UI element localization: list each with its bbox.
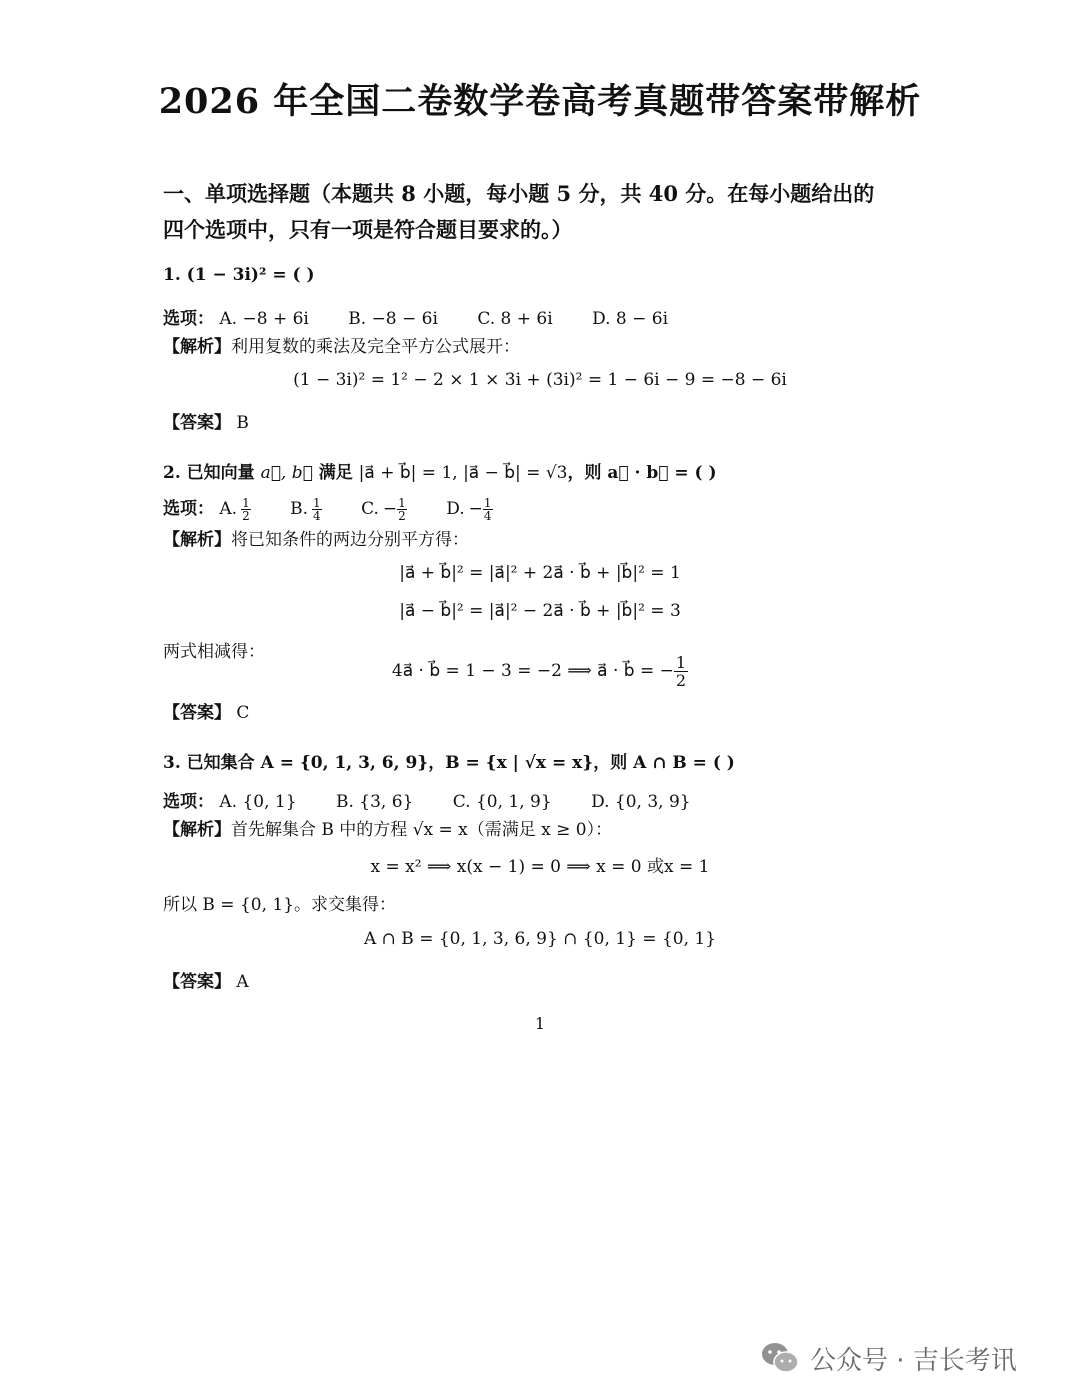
answer-label: 【答案】 xyxy=(163,703,231,723)
q2-stem-mid: 满足 xyxy=(312,463,359,483)
q2-equation-3: 4a⃗ · b⃗ = 1 − 3 = −2 ⟹ a⃗ · b⃗ = − $\frac{1}{2}$ xyxy=(391,653,687,690)
q3-option-c: C. {0, 1, 9} xyxy=(452,792,552,812)
q3-analysis xyxy=(163,815,612,840)
q2-answer xyxy=(163,698,249,723)
q1-analysis xyxy=(163,332,520,357)
q1-answer xyxy=(163,408,249,433)
q2-stem-condition: |a⃗ + b⃗| = 1, |a⃗ − b⃗| = √3 xyxy=(358,463,568,483)
q1-option-d: D. 8 − 6i xyxy=(592,309,669,329)
q3-analysis-text: 首先解集合 B 中的方程 √x = x（需满足 x ≥ 0）： xyxy=(231,820,613,840)
q2-subtract-note: 两式相减得： xyxy=(163,642,265,662)
q2-option-d: D. − $\frac{1}{4}$ xyxy=(446,496,492,523)
q2-equation-1: |a⃗ + b⃗|² = |a⃗|² + 2a⃗ · b⃗ + |b⃗|² = 1 xyxy=(399,563,681,583)
q3-so-note: 所以 B = {0, 1}。求交集得： xyxy=(163,895,397,915)
q1-answer-value: B xyxy=(236,413,249,433)
q1-equation: (1 − 3i)² = 1² − 2 × 1 × 3i + (3i)² = 1 − 6i − 9 = −8 − 6i xyxy=(293,370,787,390)
q1-option-a: A. −8 + 6i xyxy=(219,309,309,329)
q3-option-d: D. {0, 3, 9} xyxy=(591,792,691,812)
q1-option-c: C. 8 + 6i xyxy=(477,309,553,329)
section-heading-line2: 四个选项中，只有一项是符合题目要求的。） xyxy=(163,217,573,242)
q2-option-a: A. $\frac{1}{2}$ xyxy=(219,496,250,523)
options-label: 选项： xyxy=(163,499,214,519)
q2-stem xyxy=(163,458,717,483)
answer-label: 【答案】 xyxy=(163,972,231,992)
q2-option-b: B. $\frac{1}{4}$ xyxy=(290,496,321,523)
q2-analysis xyxy=(163,525,469,550)
options-label: 选项： xyxy=(163,309,214,329)
section-heading-line1: 一、单项选择题（本题共 8 小题，每小题 5 分，共 40 分。在每小题给出的 xyxy=(163,181,875,206)
q3-answer xyxy=(163,967,249,992)
wechat-icon xyxy=(760,1341,800,1375)
q1-stem: 1. (1 − 3i)² = ( ) xyxy=(163,265,315,285)
answer-label: 【答案】 xyxy=(163,413,231,433)
q3-stem: 3. 已知集合 A = {0, 1, 3, 6, 9}，B = {x | √x = x}，则 A ∩ B = ( ) xyxy=(163,753,735,773)
options-label: 选项： xyxy=(163,792,214,812)
q3-equation-1: x = x² ⟹ x(x − 1) = 0 ⟹ x = 0 或x = 1 xyxy=(370,857,710,877)
page-title: 2026 年全国二卷数学卷高考真题带答案带解析 xyxy=(158,81,922,122)
q3-options xyxy=(163,787,725,812)
q2-stem-suffix: ，则 a⃗ · b⃗ = ( ) xyxy=(567,463,717,483)
analysis-label: 【解析】 xyxy=(163,820,231,840)
q2-answer-value: C xyxy=(236,703,250,723)
q1-analysis-text: 利用复数的乘法及完全平方公式展开： xyxy=(231,337,520,357)
q2-stem-prefix: 2. 已知向量 xyxy=(163,463,261,483)
q1-options xyxy=(163,304,702,329)
q2-analysis-text: 将已知条件的两边分别平方得： xyxy=(231,530,469,550)
analysis-label: 【解析】 xyxy=(163,337,231,357)
q3-option-b: B. {3, 6} xyxy=(335,792,414,812)
q3-option-a: A. {0, 1} xyxy=(219,792,297,812)
q2-equation-2: |a⃗ − b⃗|² = |a⃗|² − 2a⃗ · b⃗ + |b⃗|² = 3 xyxy=(399,601,681,621)
analysis-label: 【解析】 xyxy=(163,530,231,550)
page-number: 1 xyxy=(534,1014,546,1033)
q2-options xyxy=(163,494,527,522)
watermark-text: 公众号 · 吉长考讯 xyxy=(810,1345,1017,1376)
q3-equation-2: A ∩ B = {0, 1, 3, 6, 9} ∩ {0, 1} = {0, 1} xyxy=(363,929,717,949)
q3-answer-value: A xyxy=(236,972,249,992)
q2-option-c: C. − $\frac{1}{2}$ xyxy=(361,496,406,523)
q2-stem-vectors: a⃗, b⃗ xyxy=(260,463,313,483)
watermark xyxy=(760,1338,1017,1378)
q1-option-b: B. −8 − 6i xyxy=(348,309,438,329)
